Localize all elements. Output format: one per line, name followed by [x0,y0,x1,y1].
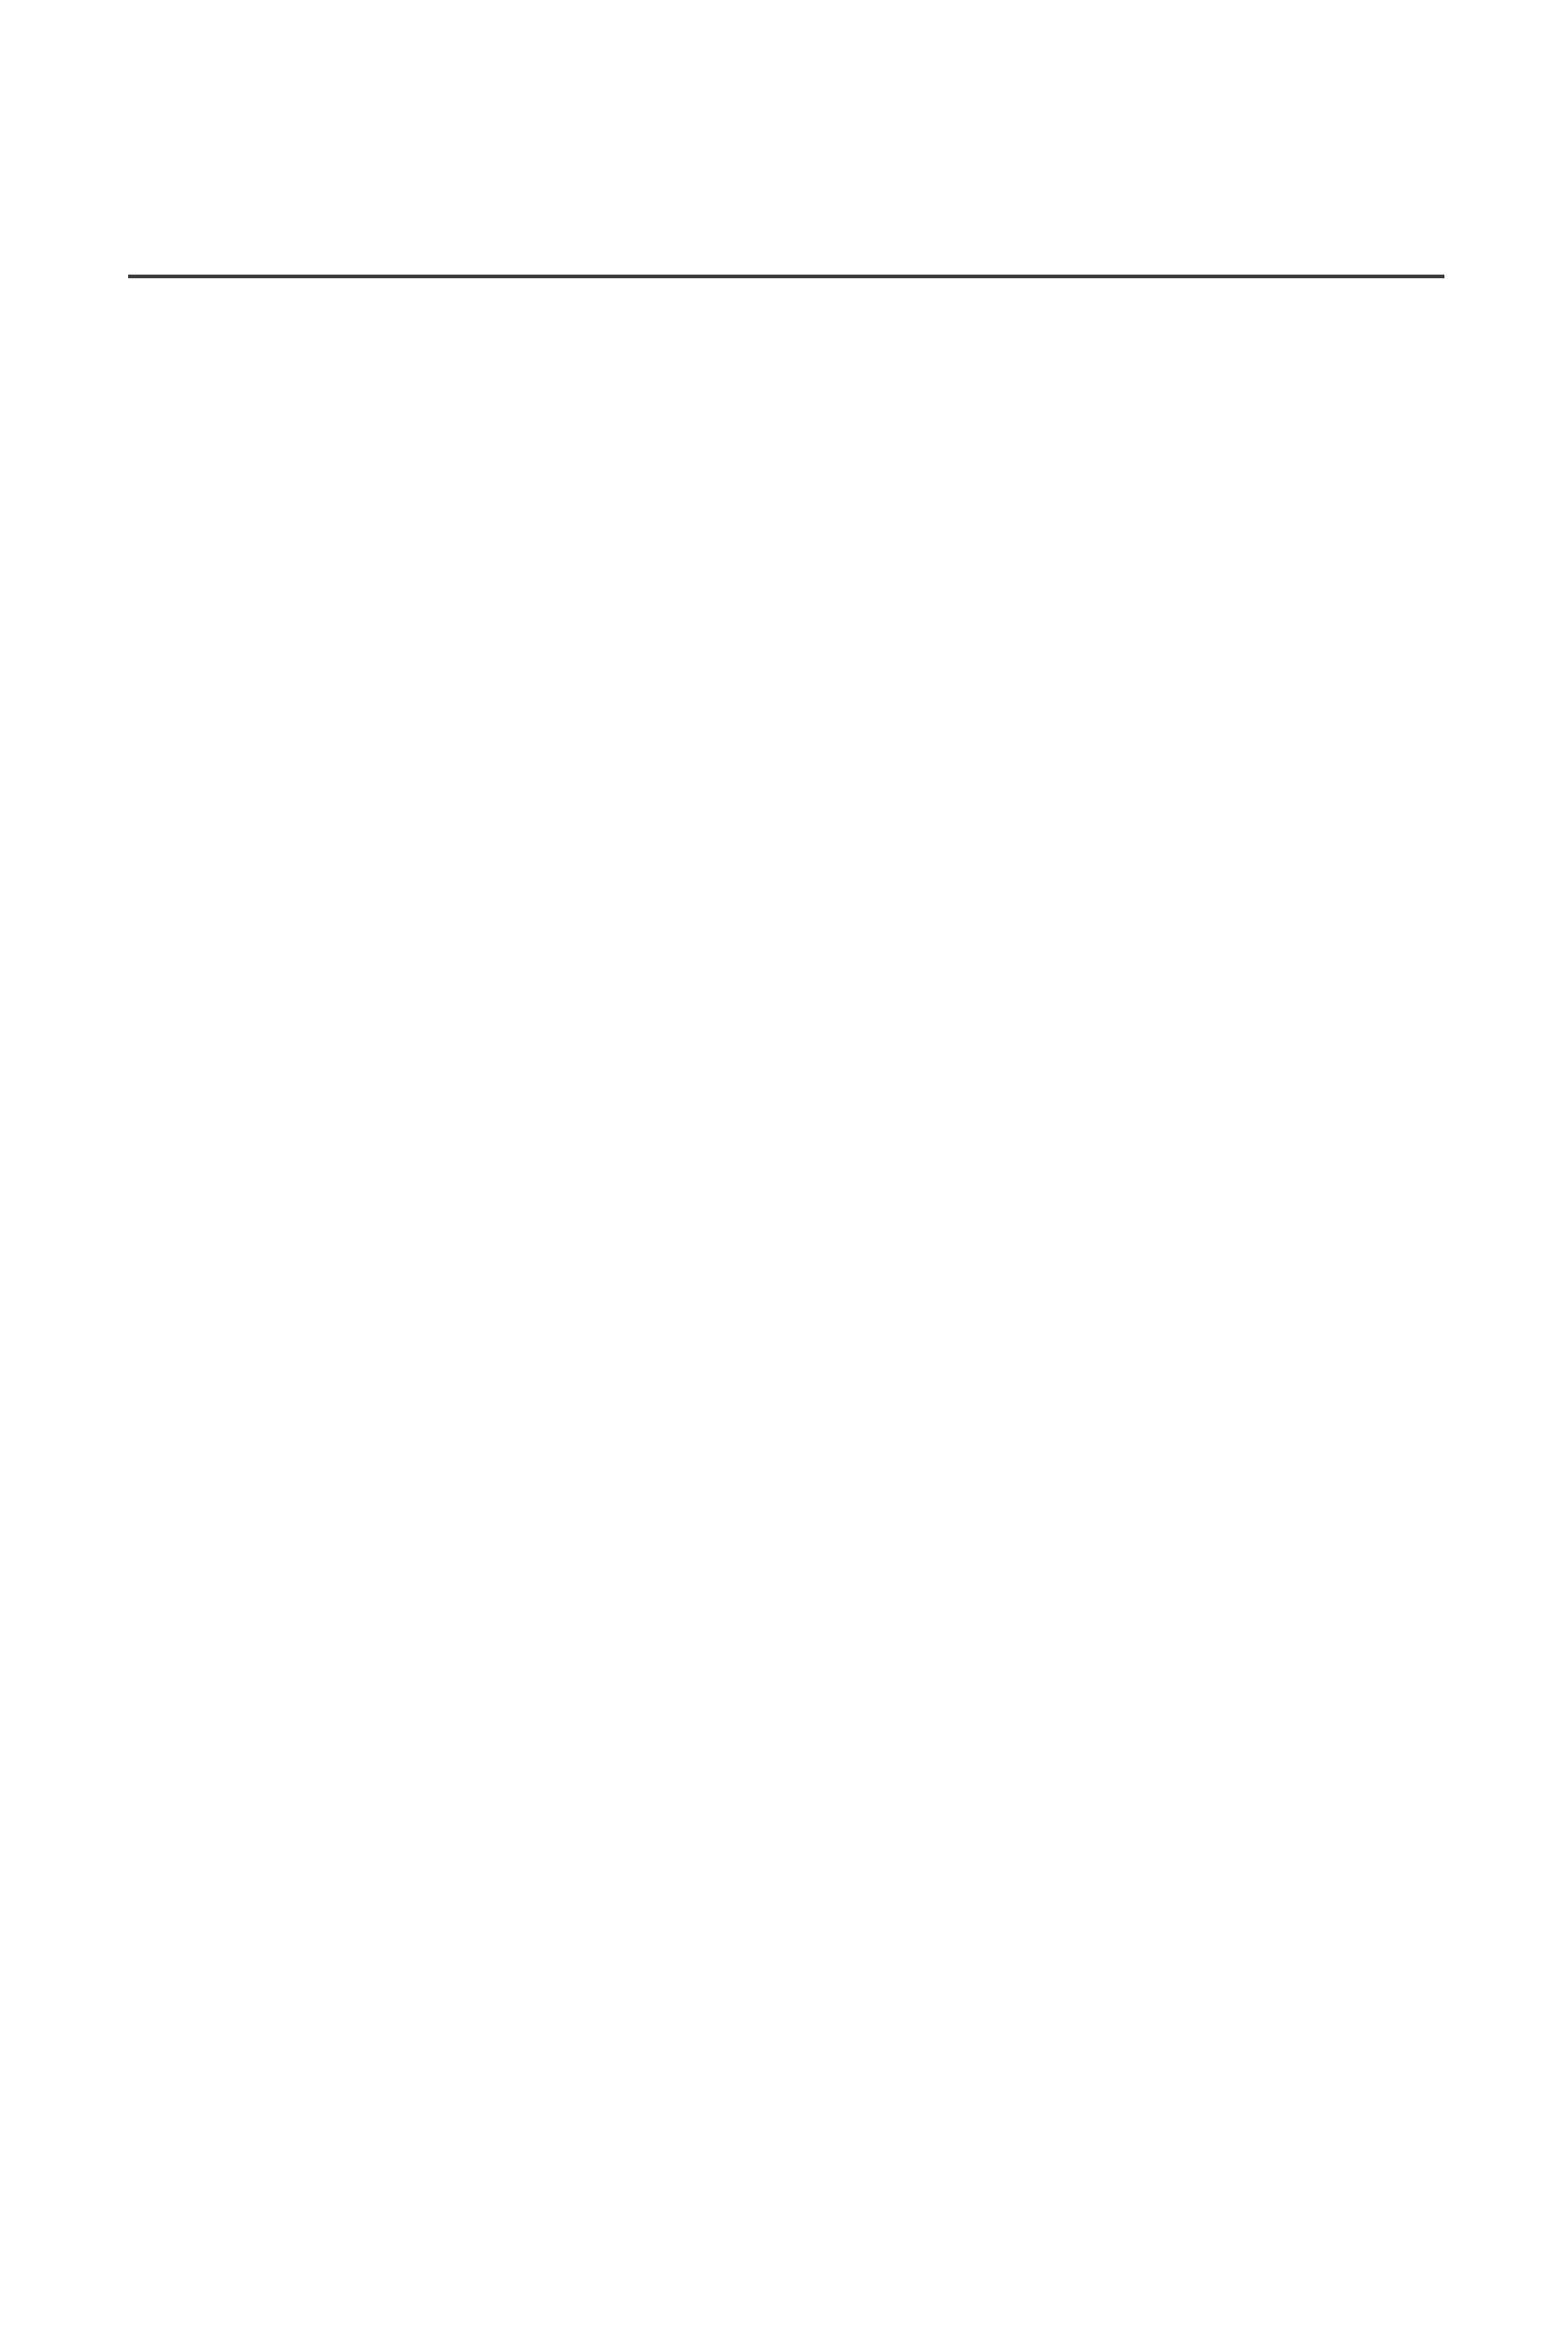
energy-level-diagram [503,316,1002,778]
energy-levels [503,316,1002,778]
header-rule [128,275,1444,278]
